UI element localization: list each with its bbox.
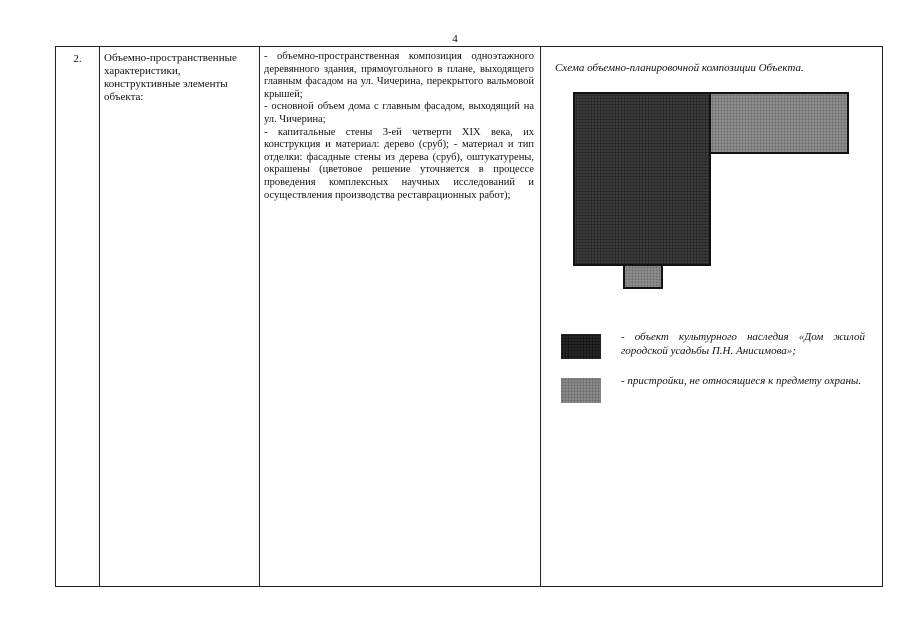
extension-top-block: [709, 92, 849, 154]
description-item-2: - основной объем дома с главным фасадом, выходящий на ул. Чичерина;: [264, 101, 534, 125]
legend-heritage-text: - объект культурного наследия «Дом жилой городской усадьбы П.Н. Анисимова»;: [621, 331, 865, 357]
row-number: 2.: [73, 53, 82, 65]
row-name-cell: [100, 47, 260, 587]
legend-heritage-swatch: [561, 334, 601, 359]
legend-extension-swatch: [561, 378, 601, 403]
legend-extension-text: - пристройки, не относящиеся к предмету охраны.: [621, 375, 862, 387]
object-characteristics-table: [55, 46, 883, 587]
description-item-3: - капитальные стены 3-ей четверти XIX века, их конструкция и материал: дерево (сруб); - материал и тип отделки: фасадные стены из дерева (сруб), оштукатурены, окрашены (цветовое решение уточняется в процессе проведения комплексных научных исследований и осуществления производства реставрационных работ);: [264, 126, 534, 201]
main-volume-block: [573, 92, 711, 266]
row-description-cell: [260, 47, 541, 587]
scheme-title: Схема объемно-планировочной композиции Объекта.: [555, 62, 804, 74]
scheme-cell: [541, 47, 883, 587]
table-row: [56, 47, 883, 587]
row-description: [260, 47, 540, 202]
page-number: 4: [452, 33, 458, 45]
row-name: Объемно-пространственные характеристики, конструктивные элементы объекта:: [104, 52, 237, 103]
extension-bottom-block: [623, 264, 663, 289]
description-item-1: - объемно-пространственная композиция одноэтажного деревянного здания, прямоугольного в плане, выходящего главным фасадом на ул. Чичерина, перекрытого вальмовой крышей;: [264, 51, 534, 100]
row-number-cell: [56, 47, 100, 587]
